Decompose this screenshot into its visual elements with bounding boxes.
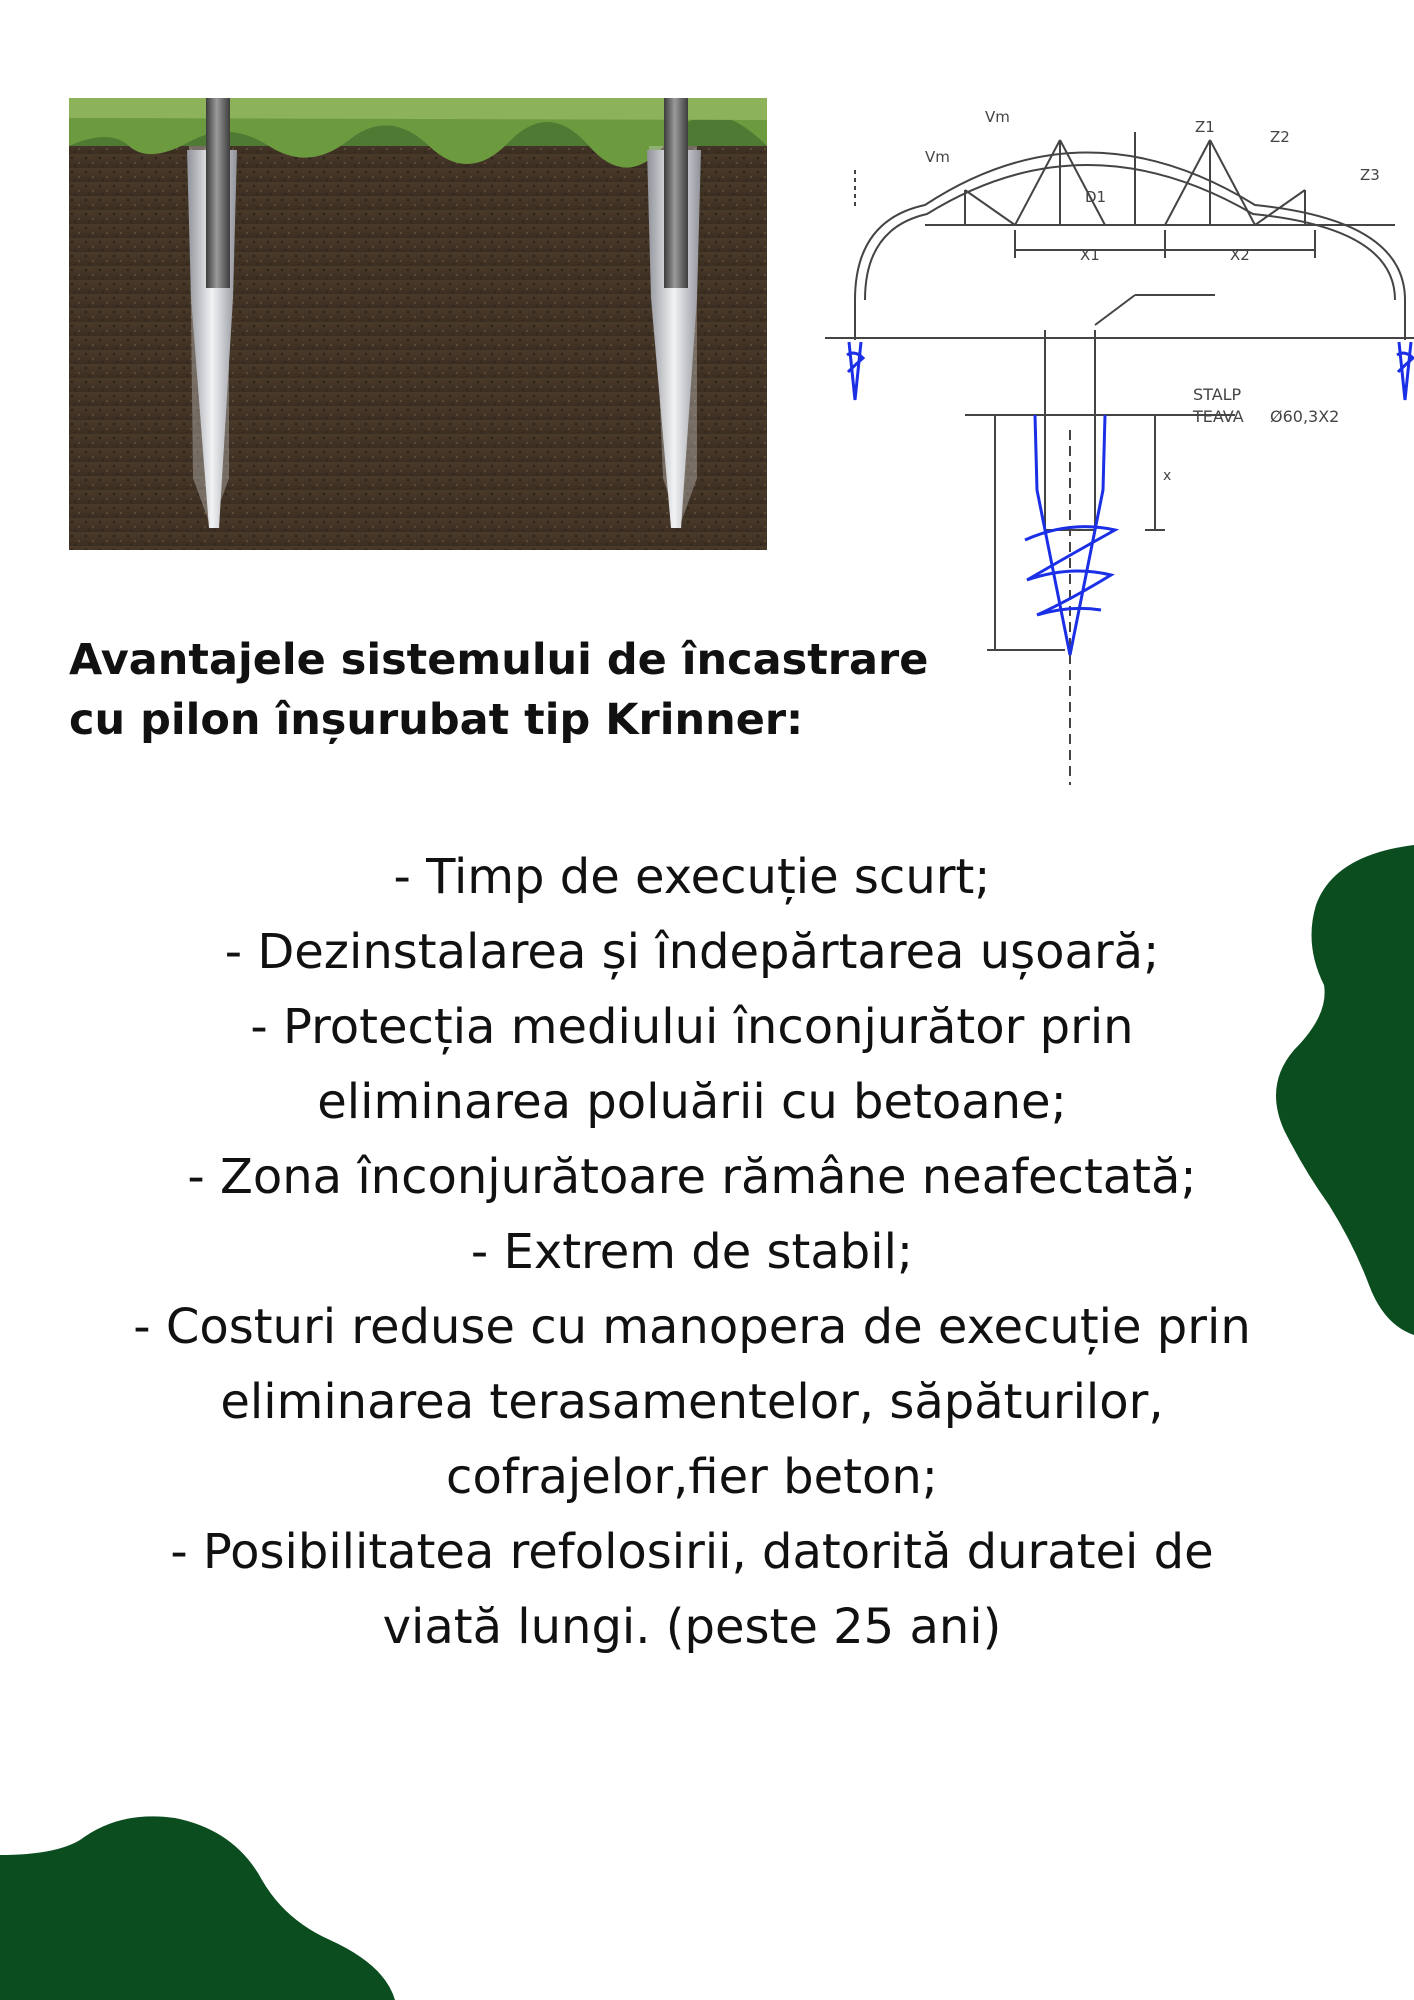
diagram-label-z3: Z3 [1360, 166, 1380, 184]
diagram-label-x2: X2 [1230, 246, 1250, 264]
diagram-label-z2: Z2 [1270, 128, 1290, 146]
ground-anchor-illustration [69, 98, 767, 550]
dimension-x: x [1163, 468, 1172, 484]
page-heading [69, 630, 1019, 750]
diagram-label-x1: X1 [1080, 246, 1100, 264]
list-item: cofrajelor,fier beton; [446, 1449, 938, 1505]
list-item: - Costuri reduse cu manopera de execuție prin [133, 1299, 1251, 1355]
diagram-label-vm-1: Vm [925, 148, 950, 166]
list-item: - Extrem de stabil; [470, 1224, 914, 1280]
list-item: - Posibilitatea refolosirii, datorită duratei de [170, 1524, 1214, 1580]
pole-label-line1: STALP [1193, 385, 1242, 404]
heading-line-1: Avantajele sistemului de încastrare [69, 635, 929, 685]
diagram-label-d1: D1 [1085, 188, 1107, 206]
advantages-list [60, 840, 1324, 1665]
list-item: - Timp de execuție scurt; [393, 849, 991, 905]
diagram-label-z1: Z1 [1195, 118, 1215, 136]
list-item: - Zona înconjurătoare rămâne neafectată; [187, 1149, 1197, 1205]
diagram-label-vm-2: Vm [985, 110, 1010, 126]
list-item: eliminarea poluării cu betoane; [317, 1074, 1067, 1130]
pole-label-line2: TEAVA [1193, 407, 1244, 426]
list-item: - Dezinstalarea și îndepărtarea ușoară; [224, 924, 1160, 980]
heading-line-2: cu pilon înșurubat tip Krinner: [69, 695, 804, 745]
list-item: viată lungi. (peste 25 ani) [382, 1599, 1002, 1655]
pole-dimension: Ø60,3X2 [1270, 407, 1340, 426]
ground-anchor-photo [69, 98, 767, 550]
list-item: - Protecția mediului înconjurător prin [250, 999, 1134, 1055]
decorative-blob-right [1274, 845, 1414, 1335]
list-item: eliminarea terasamentelor, săpăturilor, [220, 1374, 1164, 1430]
decorative-blob-left [0, 1810, 400, 2000]
